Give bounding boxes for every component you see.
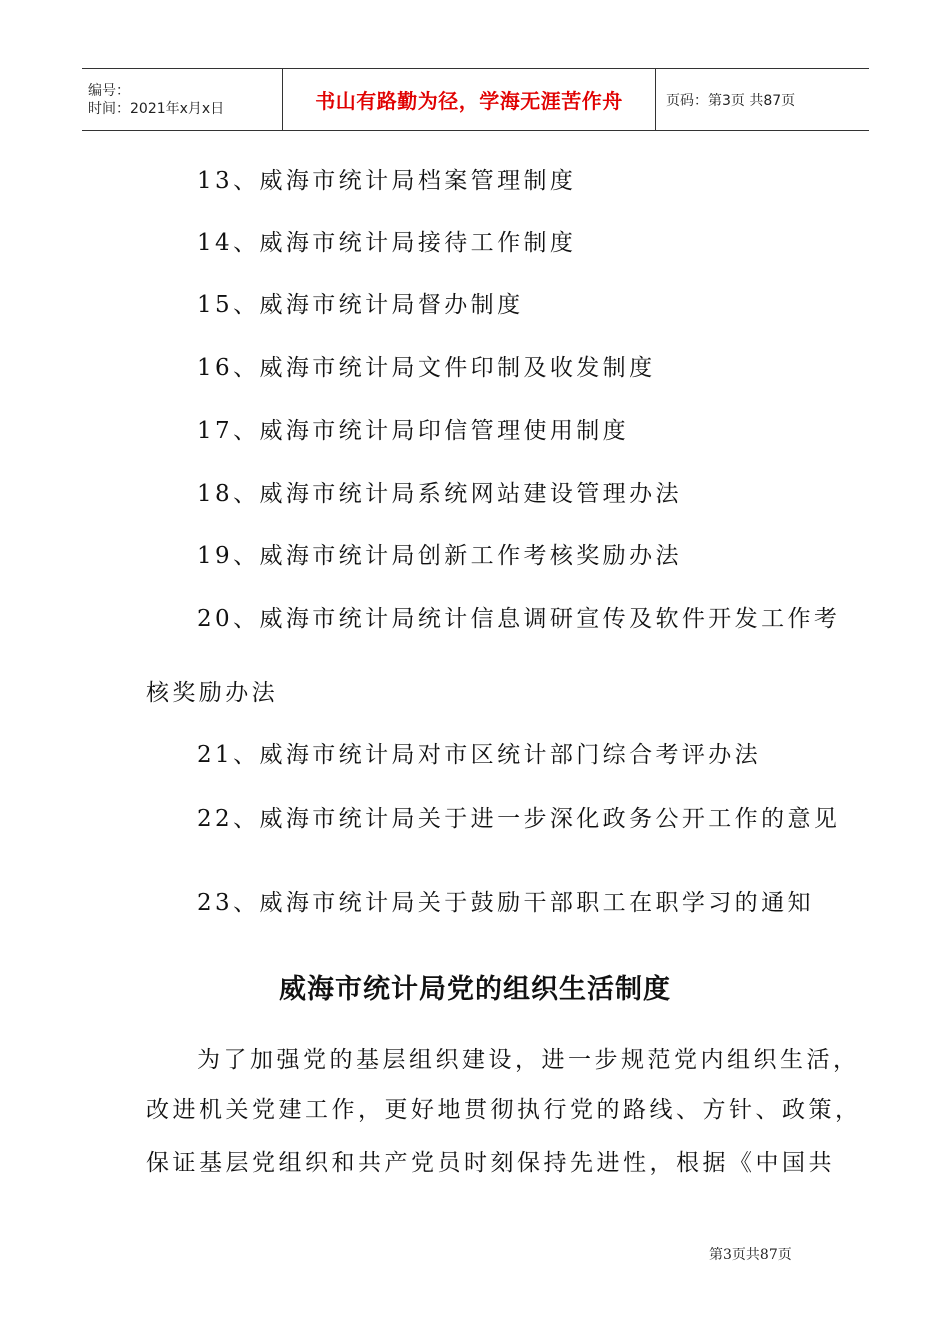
list-item-19: 19、威海市统计局创新工作考核奖励办法 [197,543,682,569]
page-footer: 第3页共87页 [709,1247,792,1263]
document-time-label: 时间：2021年x月x日 [88,100,225,117]
list-item-18: 18、威海市统计局系统网站建设管理办法 [197,481,682,507]
header-motto [282,69,656,130]
motto-text: 书山有路勤为径，学海无涯苦作舟 [315,89,623,113]
list-item-13: 13、威海市统计局档案管理制度 [197,168,577,194]
paragraph-line-1: 为了加强党的基层组织建设，进一步规范党内组织生活， [197,1047,860,1073]
list-item-14: 14、威海市统计局接待工作制度 [197,230,577,256]
list-item-20-continuation: 核奖励办法 [146,680,278,706]
section-title: 威海市统计局党的组织生活制度 [279,974,671,1005]
list-item-17: 17、威海市统计局印信管理使用制度 [197,418,630,444]
page-header [82,68,869,131]
paragraph-line-2: 改进机关党建工作，更好地贯彻执行党的路线、方针、政策， [146,1097,862,1123]
header-page-label: 页码：第3页 共87页 [666,92,796,109]
list-item-15: 15、威海市统计局督办制度 [197,292,524,318]
header-meta [82,69,282,130]
header-page-info [656,69,869,130]
list-item-23: 23、威海市统计局关于鼓励干部职工在职学习的通知 [197,890,814,916]
list-item-22: 22、威海市统计局关于进一步深化政务公开工作的意见 [197,806,841,832]
list-item-16: 16、威海市统计局文件印制及收发制度 [197,355,656,381]
list-item-21: 21、威海市统计局对市区统计部门综合考评办法 [197,742,762,768]
document-number-label: 编号： [88,82,130,99]
paragraph-line-3: 保证基层党组织和共产党员时刻保持先进性，根据《中国共 [146,1150,835,1176]
list-item-20: 20、威海市统计局统计信息调研宣传及软件开发工作考 [197,606,841,632]
